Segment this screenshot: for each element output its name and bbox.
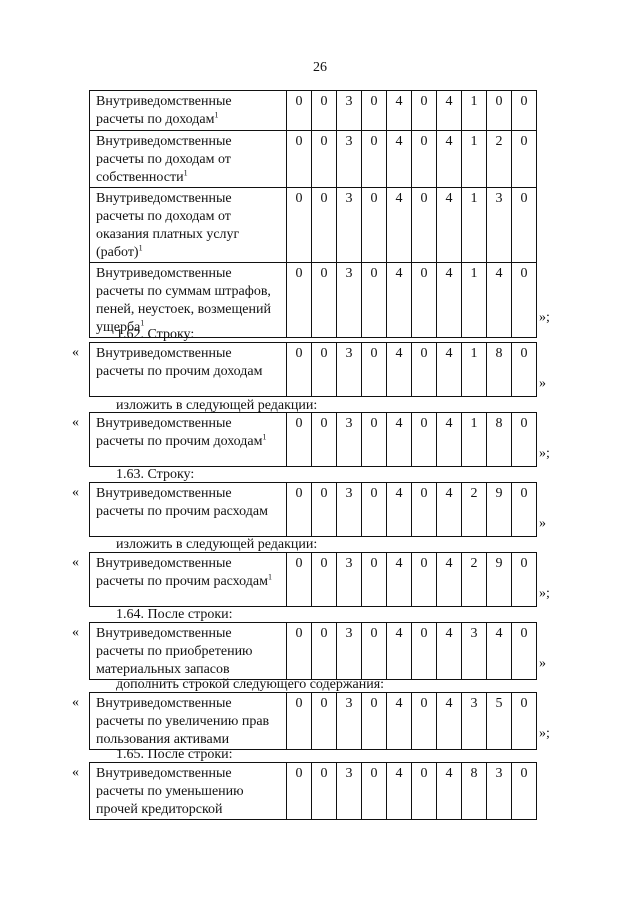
code-digit: 0: [512, 413, 537, 467]
code-digit: 0: [412, 343, 437, 397]
code-table: [89, 412, 537, 467]
code-digit: 0: [312, 263, 337, 338]
open-quote: «: [72, 625, 79, 640]
footnote-mark: 1: [138, 243, 143, 253]
row-label-text: Внутриведомственные расчеты по доходам от оказания платных услуг (работ): [96, 191, 240, 260]
code-digit: 0: [362, 693, 387, 750]
section-caption: 1.64. После строки:: [116, 607, 233, 622]
row-label: [90, 553, 287, 607]
code-digit: 3: [337, 263, 362, 338]
code-digit: 0: [512, 763, 537, 820]
code-digit: 3: [337, 343, 362, 397]
code-digit: 1: [462, 131, 487, 188]
row-label: [90, 188, 287, 263]
code-digit: 4: [437, 763, 462, 820]
code-digit: 0: [287, 131, 312, 188]
code-digit: 0: [412, 263, 437, 338]
section-caption: изложить в следующей редакции:: [116, 398, 318, 413]
code-digit: 0: [512, 553, 537, 607]
table-row: [90, 623, 537, 680]
row-label: [90, 131, 287, 188]
code-digit: 0: [512, 693, 537, 750]
code-digit: 1: [462, 188, 487, 263]
code-digit: 3: [462, 693, 487, 750]
code-digit: 0: [512, 263, 537, 338]
code-digit: 0: [412, 483, 437, 537]
open-quote: «: [72, 555, 79, 570]
table-row: [90, 483, 537, 537]
section-caption: 1.63. Строку:: [116, 467, 195, 482]
row-label-text: Внутриведомственные расчеты по прочим доходам: [96, 416, 263, 449]
section-caption: дополнить строкой следующего содержания:: [116, 677, 385, 692]
table-row: [90, 188, 537, 263]
code-digit: 0: [487, 91, 512, 131]
code-digit: 0: [512, 188, 537, 263]
code-digit: 0: [287, 483, 312, 537]
open-quote: «: [72, 485, 79, 500]
code-table: [89, 90, 537, 338]
footnote-mark: 1: [214, 110, 219, 120]
code-table: [89, 692, 537, 750]
code-digit: 4: [387, 553, 412, 607]
row-label: [90, 763, 287, 820]
close-quote: »;: [539, 586, 550, 601]
code-digit: 0: [412, 623, 437, 680]
section-caption: 1.65. После строки:: [116, 747, 233, 762]
table-row: [90, 91, 537, 131]
code-digit: 0: [312, 483, 337, 537]
code-digit: 0: [512, 343, 537, 397]
code-digit: 2: [462, 483, 487, 537]
row-label-text: Внутриведомственные расчеты по прочим расходам: [96, 486, 268, 519]
table-row: [90, 131, 537, 188]
row-label-text: Внутриведомственные расчеты по доходам: [96, 94, 232, 127]
code-digit: 4: [437, 693, 462, 750]
section-caption: 1.62. Строку:: [116, 327, 195, 342]
open-quote: «: [72, 695, 79, 710]
code-digit: 0: [287, 763, 312, 820]
code-digit: 0: [412, 413, 437, 467]
code-digit: 4: [387, 343, 412, 397]
row-label-text: Внутриведомственные расчеты по увеличению прав пользования активами: [96, 696, 270, 747]
code-digit: 4: [387, 693, 412, 750]
row-label-text: Внутриведомственные расчеты по прочим доходам: [96, 346, 263, 379]
footnote-mark: 1: [183, 168, 188, 178]
row-label: [90, 623, 287, 680]
code-table: [89, 482, 537, 537]
code-digit: 4: [387, 263, 412, 338]
code-digit: 4: [437, 131, 462, 188]
code-digit: 3: [337, 553, 362, 607]
code-digit: 0: [412, 553, 437, 607]
code-digit: 4: [387, 188, 412, 263]
code-digit: 3: [487, 188, 512, 263]
code-digit: 0: [412, 693, 437, 750]
row-label-text: Внутриведомственные расчеты по уменьшению прочей кредиторской: [96, 766, 244, 817]
footnote-mark: 1: [140, 318, 145, 328]
code-digit: 0: [362, 91, 387, 131]
code-digit: 0: [412, 188, 437, 263]
code-digit: 0: [362, 188, 387, 263]
code-digit: 3: [337, 623, 362, 680]
code-digit: 1: [462, 343, 487, 397]
code-digit: 0: [362, 263, 387, 338]
code-digit: 0: [362, 131, 387, 188]
code-digit: 0: [362, 763, 387, 820]
code-digit: 1: [462, 91, 487, 131]
footnote-mark: 1: [262, 432, 267, 442]
close-quote: »: [539, 516, 546, 531]
code-digit: 0: [512, 483, 537, 537]
open-quote: «: [72, 345, 79, 360]
code-digit: 4: [437, 91, 462, 131]
close-quote: »: [539, 656, 546, 671]
code-digit: 8: [487, 343, 512, 397]
footnote-mark: 1: [267, 572, 272, 582]
code-digit: 4: [437, 188, 462, 263]
code-digit: 3: [462, 623, 487, 680]
row-label: [90, 693, 287, 750]
code-digit: 4: [387, 623, 412, 680]
code-digit: 0: [287, 188, 312, 263]
code-digit: 0: [362, 553, 387, 607]
close-quote: »;: [539, 726, 550, 741]
code-digit: 3: [337, 131, 362, 188]
code-digit: 4: [387, 763, 412, 820]
code-table: [89, 762, 537, 820]
code-digit: 0: [512, 623, 537, 680]
code-digit: 4: [437, 623, 462, 680]
code-digit: 0: [412, 131, 437, 188]
code-digit: 0: [412, 91, 437, 131]
code-digit: 4: [387, 413, 412, 467]
row-label: [90, 413, 287, 467]
row-label: [90, 483, 287, 537]
code-digit: 0: [312, 623, 337, 680]
code-digit: 0: [287, 343, 312, 397]
code-digit: 4: [487, 263, 512, 338]
row-label: [90, 343, 287, 397]
code-table: [89, 552, 537, 607]
code-digit: 8: [462, 763, 487, 820]
code-digit: 3: [487, 763, 512, 820]
row-label-text: Внутриведомственные расчеты по прочим расходам: [96, 556, 268, 589]
code-digit: 0: [312, 343, 337, 397]
code-digit: 0: [312, 91, 337, 131]
code-digit: 0: [287, 413, 312, 467]
code-digit: 4: [387, 131, 412, 188]
code-digit: 4: [437, 263, 462, 338]
code-digit: 2: [462, 553, 487, 607]
code-digit: 3: [337, 763, 362, 820]
code-table: [89, 342, 537, 397]
code-digit: 9: [487, 483, 512, 537]
code-digit: 4: [437, 483, 462, 537]
code-digit: 0: [362, 483, 387, 537]
code-digit: 0: [362, 623, 387, 680]
code-digit: 2: [487, 131, 512, 188]
code-digit: 0: [287, 263, 312, 338]
code-digit: 4: [387, 91, 412, 131]
code-digit: 0: [362, 343, 387, 397]
code-digit: 3: [337, 91, 362, 131]
code-digit: 1: [462, 413, 487, 467]
code-digit: 8: [487, 413, 512, 467]
code-digit: 3: [337, 413, 362, 467]
open-quote: «: [72, 415, 79, 430]
code-digit: 0: [312, 188, 337, 263]
code-digit: 3: [337, 483, 362, 537]
code-digit: 0: [312, 413, 337, 467]
close-quote: »;: [539, 446, 550, 461]
code-digit: 0: [287, 693, 312, 750]
row-label: [90, 91, 287, 131]
code-digit: 0: [287, 623, 312, 680]
code-digit: 0: [362, 413, 387, 467]
table-row: [90, 413, 537, 467]
code-digit: 0: [512, 91, 537, 131]
code-digit: 0: [412, 763, 437, 820]
code-digit: 1: [462, 263, 487, 338]
table-row: [90, 343, 537, 397]
row-label-text: Внутриведомственные расчеты по суммам штрафов, пеней, неустоек, возмещений ущерба: [96, 266, 271, 335]
code-digit: 4: [437, 413, 462, 467]
code-digit: 0: [312, 553, 337, 607]
table-row: [90, 553, 537, 607]
code-digit: 0: [512, 131, 537, 188]
row-label-text: Внутриведомственные расчеты по доходам от собственности: [96, 134, 232, 185]
code-digit: 9: [487, 553, 512, 607]
table-row: [90, 763, 537, 820]
code-digit: 5: [487, 693, 512, 750]
page-number: 26: [313, 60, 327, 75]
code-digit: 4: [487, 623, 512, 680]
code-table: [89, 622, 537, 680]
table-row: [90, 693, 537, 750]
open-quote: «: [72, 765, 79, 780]
code-digit: 0: [312, 693, 337, 750]
code-digit: 4: [387, 483, 412, 537]
close-quote: »;: [539, 310, 550, 325]
code-digit: 0: [287, 91, 312, 131]
code-digit: 0: [312, 763, 337, 820]
code-digit: 3: [337, 693, 362, 750]
code-digit: 3: [337, 188, 362, 263]
section-caption: изложить в следующей редакции:: [116, 537, 318, 552]
code-digit: 0: [287, 553, 312, 607]
code-digit: 0: [312, 131, 337, 188]
code-digit: 4: [437, 343, 462, 397]
row-label-text: Внутриведомственные расчеты по приобретению материальных запасов: [96, 626, 253, 677]
code-digit: 4: [437, 553, 462, 607]
close-quote: »: [539, 376, 546, 391]
